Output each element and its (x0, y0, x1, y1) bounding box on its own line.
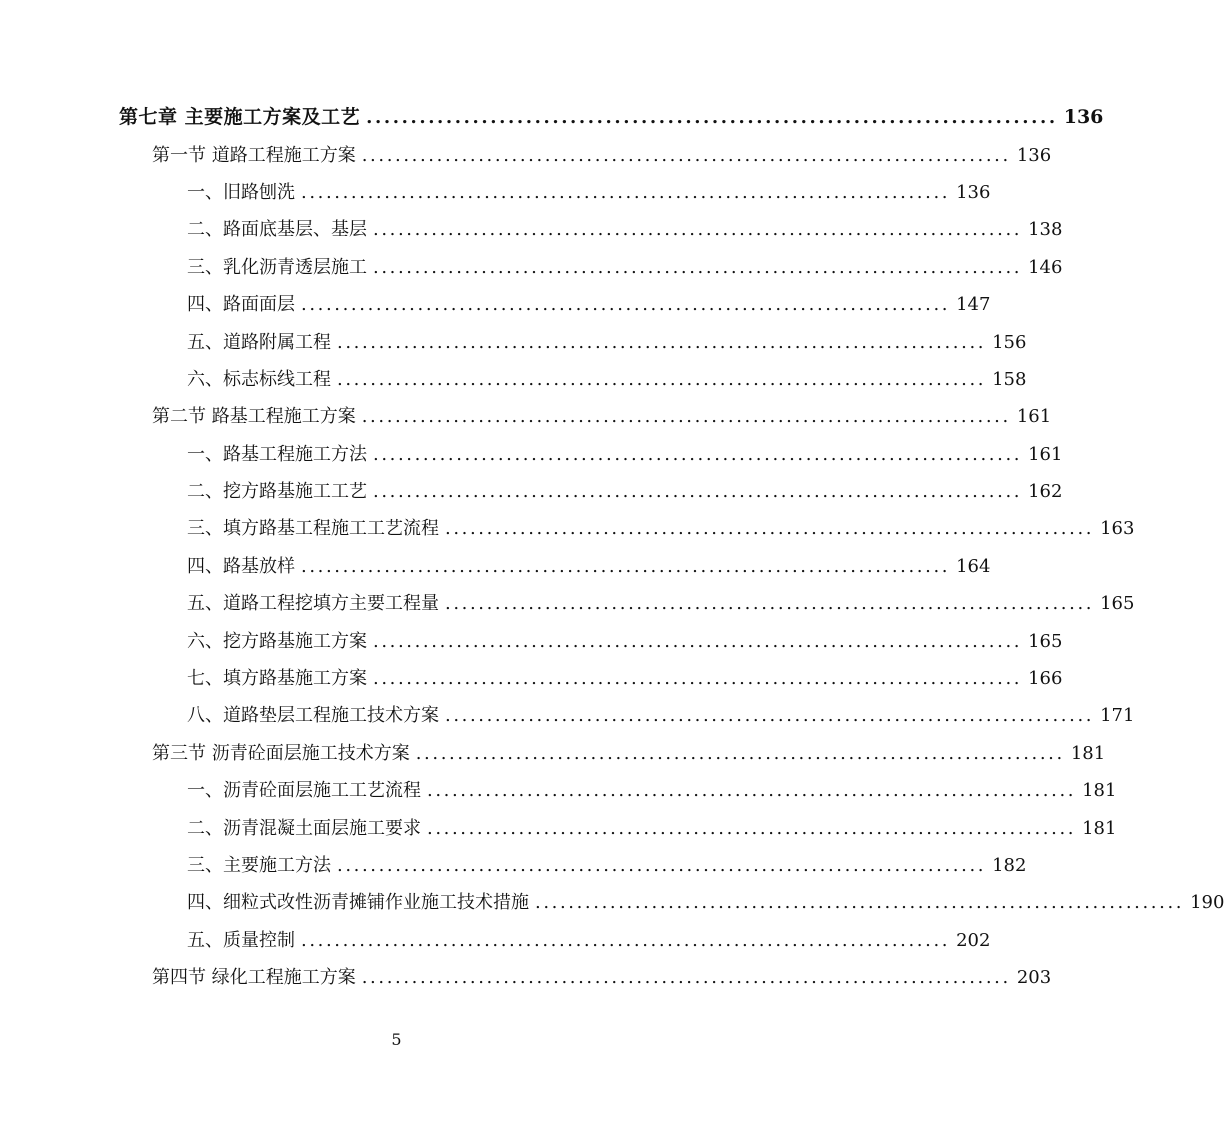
toc-dot-leader: .............................................................................. (427, 780, 1077, 802)
toc-dot-leader: .............................................................................. (373, 481, 1023, 503)
toc-subsection-entry[interactable] (0, 660, 1063, 697)
toc-entry-title: 第三节 沥青砼面层施工技术方案 (152, 742, 410, 764)
toc-dot-leader: .............................................................................. (337, 331, 987, 353)
toc-entry-title: 二、路面底基层、基层 (187, 219, 367, 241)
toc-subsection-entry[interactable] (0, 585, 1135, 622)
toc-subsection-entry[interactable] (0, 436, 1063, 473)
toc-subsection-entry[interactable] (0, 697, 1135, 734)
toc-dot-leader: .............................................................................. (361, 144, 1011, 166)
toc-subsection-entry[interactable] (0, 249, 1063, 286)
toc-section-entry[interactable] (0, 959, 1052, 996)
toc-entry-title: 五、质量控制 (187, 929, 295, 951)
toc-entry-title: 三、乳化沥青透层施工 (187, 256, 367, 278)
toc-entry-title: 八、道路垫层工程施工技术方案 (187, 705, 439, 727)
toc-entry-title: 三、填方路基工程施工工艺流程 (187, 518, 439, 540)
toc-entry-title: 三、主要施工方法 (187, 855, 331, 876)
toc-entry-title: 七、填方路基施工方案 (187, 668, 367, 690)
toc-entry-title: 四、路面面层 (187, 294, 295, 316)
toc-entry-title: 二、沥青混凝土面层施工要求 (187, 817, 421, 839)
toc-dot-leader: .............................................................................. (361, 406, 1011, 428)
toc-dot-leader: .............................................................................. (301, 294, 951, 316)
toc-entry-page: 161 (1016, 406, 1052, 428)
toc-entry-title: 第二节 路基工程施工方案 (152, 406, 356, 428)
toc-entry-page: 182 (992, 855, 1027, 876)
toc-subsection-entry[interactable] (0, 548, 991, 585)
toc-section-entry[interactable] (0, 136, 1052, 173)
toc-subsection-entry[interactable] (0, 174, 991, 211)
toc-section-entry[interactable] (0, 735, 1106, 772)
toc-entry-page: 146 (1028, 256, 1063, 278)
toc-dot-leader: .............................................................................. (373, 668, 1023, 690)
toc-subsection-entry[interactable] (0, 622, 1063, 659)
toc-section-entry[interactable] (0, 398, 1052, 435)
toc-entry-page: 161 (1028, 443, 1063, 465)
toc-dot-leader: .............................................................................. (415, 742, 1065, 764)
toc-dot-leader: .............................................................................. (301, 929, 951, 951)
toc-entry-title: 六、挖方路基施工方案 (187, 630, 367, 652)
toc-dot-leader: .............................................................................. (427, 817, 1077, 839)
toc-subsection-entry[interactable] (0, 847, 1027, 884)
toc-entry-title: 四、路基放样 (187, 555, 295, 577)
toc-entry-title: 一、旧路刨洗 (187, 181, 295, 203)
toc-entry-page: 136 (1016, 144, 1052, 166)
toc-entry-page: 136 (956, 181, 991, 203)
toc-subsection-entry[interactable] (0, 286, 991, 323)
toc-entry-page: 181 (1082, 817, 1117, 839)
toc-entry-page: 165 (1100, 593, 1135, 615)
toc-subsection-entry[interactable] (0, 884, 1224, 921)
toc-entry-title: 一、路基工程施工方法 (187, 443, 367, 465)
toc-dot-leader: .............................................................................. (373, 443, 1023, 465)
toc-subsection-entry[interactable] (0, 510, 1135, 547)
toc-entry-page: 171 (1100, 705, 1135, 727)
toc-subsection-entry[interactable] (0, 922, 991, 959)
toc-dot-leader: .............................................................................. (361, 967, 1011, 989)
toc-entry-title: 四、细粒式改性沥青摊铺作业施工技术措施 (187, 892, 529, 914)
toc-entry-page: 202 (956, 929, 991, 951)
toc-entry-page: 190 (1190, 892, 1224, 914)
toc-subsection-entry[interactable] (0, 361, 1027, 398)
toc-entry-title: 一、沥青砼面层施工工艺流程 (187, 780, 421, 802)
page-number: 5 (391, 1030, 402, 1049)
toc-entry-page: 136 (1063, 106, 1104, 129)
toc-dot-leader: .............................................................................. (445, 593, 1095, 615)
toc-dot-leader: .............................................................................. (301, 181, 951, 203)
toc-dot-leader: .............................................................................. (337, 368, 987, 390)
toc-entry-page: 166 (1028, 668, 1063, 690)
table-of-contents (0, 99, 1224, 996)
toc-entry-title: 第四节 绿化工程施工方案 (152, 967, 356, 989)
toc-subsection-entry[interactable] (0, 809, 1117, 846)
toc-entry-page: 181 (1082, 780, 1117, 802)
toc-dot-leader: .............................................................................. (373, 219, 1023, 241)
toc-subsection-entry[interactable] (0, 211, 1063, 248)
toc-entry-page: 165 (1028, 630, 1063, 652)
toc-subsection-entry[interactable] (0, 473, 1063, 510)
toc-entry-title: 二、挖方路基施工工艺 (187, 481, 367, 503)
toc-dot-leader: .............................................................................. (445, 705, 1095, 727)
toc-entry-page: 181 (1070, 742, 1106, 764)
toc-entry-title: 五、道路附属工程 (187, 331, 331, 353)
toc-entry-page: 164 (956, 555, 991, 577)
toc-entry-title: 五、道路工程挖填方主要工程量 (187, 593, 439, 615)
toc-dot-leader: .............................................................................. (366, 107, 1058, 129)
toc-entry-title: 第七章 主要施工方案及工艺 (119, 106, 361, 129)
toc-entry-page: 147 (956, 294, 991, 316)
toc-entry-title: 第一节 道路工程施工方案 (152, 144, 356, 166)
toc-subsection-entry[interactable] (0, 772, 1117, 809)
toc-entry-page: 138 (1028, 219, 1063, 241)
toc-subsection-entry[interactable] (0, 323, 1027, 360)
toc-entry-page: 156 (992, 331, 1027, 353)
toc-dot-leader: .............................................................................. (445, 518, 1095, 540)
toc-entry-page: 203 (1016, 967, 1052, 989)
toc-entry-page: 162 (1028, 481, 1063, 503)
toc-entry-page: 158 (992, 368, 1027, 390)
toc-dot-leader: .............................................................................. (337, 855, 987, 876)
toc-entry-title: 六、标志标线工程 (187, 368, 331, 390)
toc-dot-leader: .............................................................................. (373, 630, 1023, 652)
toc-dot-leader: .............................................................................. (301, 555, 951, 577)
toc-dot-leader: .............................................................................. (373, 256, 1023, 278)
toc-dot-leader: .............................................................................. (535, 892, 1185, 914)
toc-entry-page: 163 (1100, 518, 1135, 540)
toc-chapter-entry[interactable] (0, 99, 1104, 136)
